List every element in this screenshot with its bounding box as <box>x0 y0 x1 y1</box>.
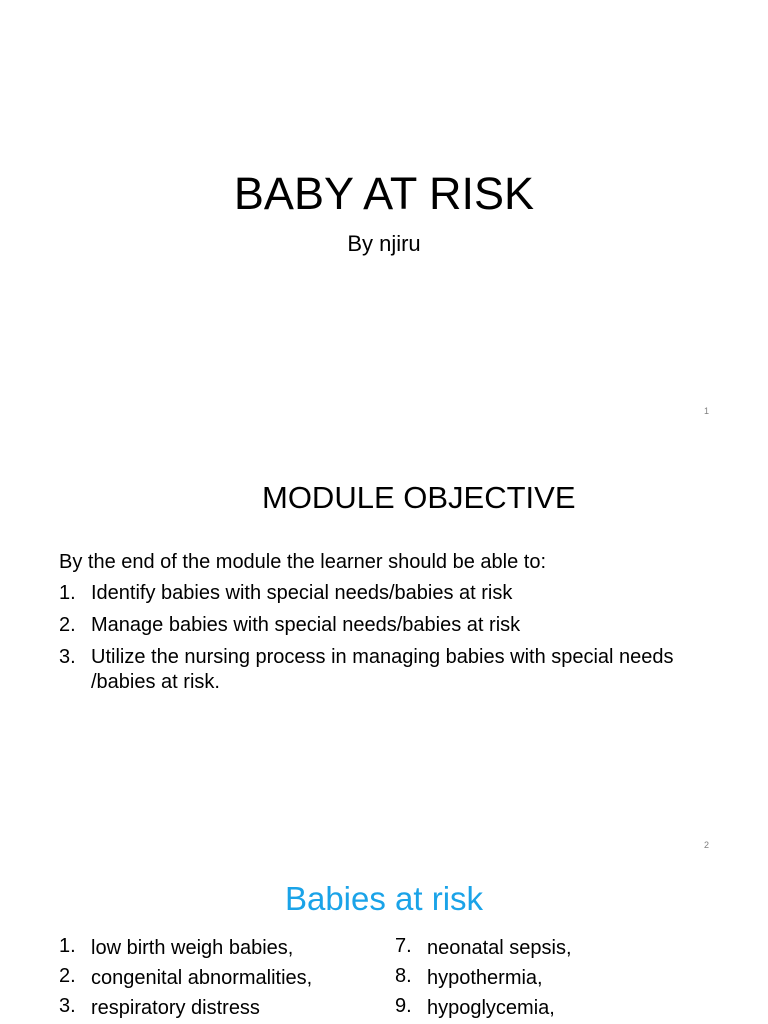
list-number: 2. <box>59 614 76 636</box>
objectives-list <box>59 581 709 702</box>
list-number: 3. <box>59 646 76 668</box>
list-item <box>59 936 312 966</box>
objectives-intro: By the end of the module the learner should be able to: <box>59 551 547 573</box>
slide-3 <box>0 864 768 1024</box>
list-number: 2. <box>59 965 76 987</box>
risk-list-right <box>395 936 572 1024</box>
list-number: 7. <box>395 935 412 957</box>
list-item <box>395 996 572 1024</box>
list-item-text: neonatal sepsis, <box>427 937 572 959</box>
list-number: 9. <box>395 995 412 1017</box>
list-item-text: Manage babies with special needs/babies at risk <box>91 614 521 636</box>
list-item <box>59 966 312 996</box>
slide-title: MODULE OBJECTIVE <box>262 480 576 515</box>
list-item-text: hypoglycemia, <box>427 997 555 1019</box>
slide-title: BABY AT RISK <box>233 168 535 219</box>
slide-subtitle: By njiru <box>347 231 421 256</box>
list-number: 8. <box>395 965 412 987</box>
list-item <box>59 613 709 638</box>
list-item-text: respiratory distress <box>91 997 260 1019</box>
list-item-text: low birth weigh babies, <box>91 937 294 959</box>
risk-list-left <box>59 936 312 1024</box>
slide-2 <box>0 432 768 864</box>
list-item-text: congenital abnormalities, <box>91 967 313 989</box>
list-item <box>59 581 709 606</box>
list-item <box>395 936 572 966</box>
list-item-text: Identify babies with special needs/babies at risk <box>91 582 513 604</box>
page-number: 2 <box>703 840 709 850</box>
list-number: 1. <box>59 935 76 957</box>
slide-title: Babies at risk <box>284 880 484 917</box>
page-number: 1 <box>703 406 709 416</box>
list-item <box>395 966 572 996</box>
list-item-text: Utilize the nursing process in managing babies with special needs /babies at risk. <box>91 646 674 693</box>
slide-1 <box>0 0 768 432</box>
list-item <box>59 996 312 1024</box>
list-number: 1. <box>59 582 76 604</box>
list-item <box>59 645 709 695</box>
list-item-text: hypothermia, <box>427 967 543 989</box>
list-number: 3. <box>59 995 76 1017</box>
